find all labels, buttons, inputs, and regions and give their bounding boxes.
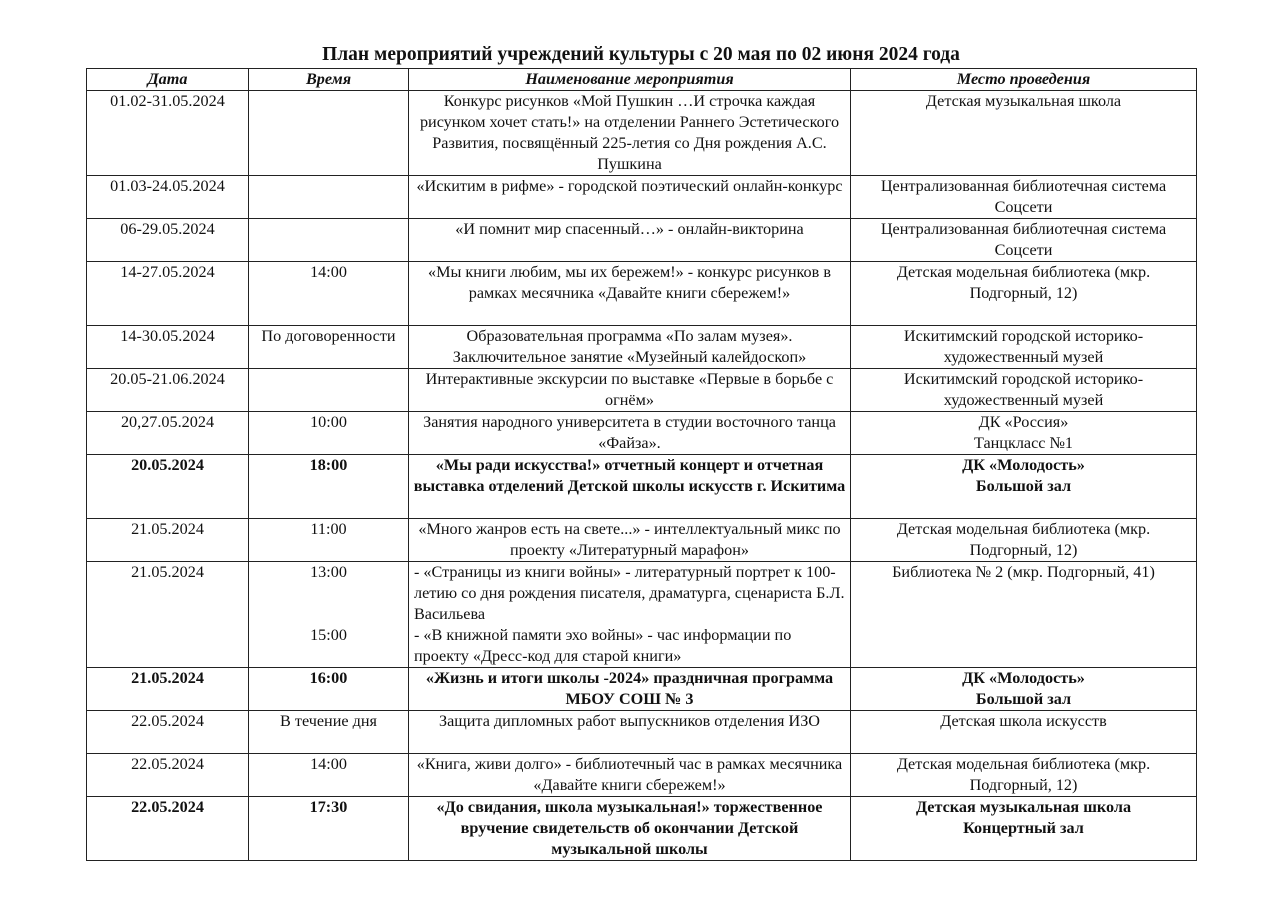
table-row bbox=[87, 797, 1197, 861]
cell-place bbox=[851, 412, 1197, 455]
events-table bbox=[86, 68, 1197, 861]
cell-name: Конкурс рисунков «Мой Пушкин …И строчка каждая рисунком хочет стать!» на отделении Раннего Эстетического Развития, посвящённый 225-летия со Дня рождения А.С. Пушкина bbox=[409, 91, 851, 176]
place-line: Концертный зал bbox=[963, 819, 1084, 837]
cell-time bbox=[249, 369, 409, 412]
cell-date: 22.05.2024 bbox=[87, 797, 249, 861]
cell-time: 14:00 bbox=[249, 262, 409, 326]
table-row bbox=[87, 369, 1197, 412]
cell-place bbox=[851, 797, 1197, 861]
cell-name: «И помнит мир спасенный…» - онлайн-викторина bbox=[409, 219, 851, 262]
cell-place bbox=[851, 455, 1197, 519]
cell-place: Централизованная библиотечная система Соцсети bbox=[851, 176, 1197, 219]
table-row bbox=[87, 219, 1197, 262]
cell-date: 22.05.2024 bbox=[87, 711, 249, 754]
cell-name bbox=[409, 562, 851, 668]
cell-name: Интерактивные экскурсии по выставке «Первые в борьбе с огнём» bbox=[409, 369, 851, 412]
table-row bbox=[87, 562, 1197, 668]
cell-name: «Мы книги любим, мы их бережем!» - конкурс рисунков в рамках месячника «Давайте книги сбережем!» bbox=[409, 262, 851, 326]
sub-event: - «В книжной памяти эхо войны» - час информации по проекту «Дресс-код для старой книги» bbox=[414, 626, 792, 665]
cell-place: Искитимский городской историко-художественный музей bbox=[851, 369, 1197, 412]
cell-date: 01.02-31.05.2024 bbox=[87, 91, 249, 176]
cell-time: 11:00 bbox=[249, 519, 409, 562]
cell-date: 21.05.2024 bbox=[87, 519, 249, 562]
cell-name: «Книга, живи долго» - библиотечный час в рамках месячника «Давайте книги сбережем!» bbox=[409, 754, 851, 797]
cell-date: 20.05-21.06.2024 bbox=[87, 369, 249, 412]
cell-date: 20,27.05.2024 bbox=[87, 412, 249, 455]
table-row bbox=[87, 262, 1197, 326]
time-line: 15:00 bbox=[310, 626, 347, 644]
cell-time: В течение дня bbox=[249, 711, 409, 754]
cell-time: 10:00 bbox=[249, 412, 409, 455]
cell-time bbox=[249, 219, 409, 262]
place-line: Большой зал bbox=[975, 690, 1072, 708]
place-line: Детская музыкальная школа bbox=[915, 798, 1132, 816]
cell-time: 14:00 bbox=[249, 754, 409, 797]
cell-place: Детская модельная библиотека (мкр. Подгорный, 12) bbox=[851, 262, 1197, 326]
cell-name: «Много жанров есть на свете...» - интеллектуальный микс по проекту «Литературный марафон» bbox=[409, 519, 851, 562]
cell-place: Детская модельная библиотека (мкр. Подгорный, 12) bbox=[851, 519, 1197, 562]
cell-time bbox=[249, 176, 409, 219]
cell-time: 18:00 bbox=[249, 455, 409, 519]
cell-date: 06-29.05.2024 bbox=[87, 219, 249, 262]
cell-name: Занятия народного университета в студии восточного танца «Файза». bbox=[409, 412, 851, 455]
cell-date: 14-27.05.2024 bbox=[87, 262, 249, 326]
time-line: 13:00 bbox=[310, 563, 347, 581]
cell-name: Защита дипломных работ выпускников отделения ИЗО bbox=[409, 711, 851, 754]
cell-name: «Мы ради искусства!» отчетный концерт и отчетная выставка отделений Детской школы искусств г. Искитима bbox=[409, 455, 851, 519]
place-line: ДК «Россия» bbox=[978, 413, 1069, 431]
table-row bbox=[87, 455, 1197, 519]
cell-name: Образовательная программа «По залам музея». Заключительное занятие «Музейный калейдоскоп» bbox=[409, 326, 851, 369]
cell-place: Детская музыкальная школа bbox=[851, 91, 1197, 176]
cell-time: 17:30 bbox=[249, 797, 409, 861]
cell-time bbox=[249, 562, 409, 668]
cell-place: Детская школа искусств bbox=[851, 711, 1197, 754]
header-date: Дата bbox=[87, 69, 249, 91]
place-line: Большой зал bbox=[975, 477, 1072, 495]
place-line: Танцкласс №1 bbox=[973, 434, 1074, 452]
table-header-row bbox=[87, 69, 1197, 91]
cell-date: 20.05.2024 bbox=[87, 455, 249, 519]
cell-date: 21.05.2024 bbox=[87, 562, 249, 668]
table-row bbox=[87, 754, 1197, 797]
place-line: ДК «Молодость» bbox=[962, 669, 1085, 687]
cell-date: 21.05.2024 bbox=[87, 668, 249, 711]
table-row bbox=[87, 668, 1197, 711]
table-row bbox=[87, 519, 1197, 562]
table-row bbox=[87, 176, 1197, 219]
sub-event: - «Страницы из книги войны» - литературный портрет к 100-летию со дня рождения писателя, драматурга, сценариста Б.Л. Васильева bbox=[414, 563, 845, 623]
cell-date: 22.05.2024 bbox=[87, 754, 249, 797]
header-name: Наименование мероприятия bbox=[409, 69, 851, 91]
cell-date: 14-30.05.2024 bbox=[87, 326, 249, 369]
table-row bbox=[87, 91, 1197, 176]
cell-name: «До свидания, школа музыкальная!» торжественное вручение свидетельств об окончании Детской музыкальной школы bbox=[409, 797, 851, 861]
cell-time: 16:00 bbox=[249, 668, 409, 711]
cell-date: 01.03-24.05.2024 bbox=[87, 176, 249, 219]
cell-place: Детская модельная библиотека (мкр. Подгорный, 12) bbox=[851, 754, 1197, 797]
table-row bbox=[87, 412, 1197, 455]
cell-time: По договоренности bbox=[249, 326, 409, 369]
cell-place: Искитимский городской историко-художественный музей bbox=[851, 326, 1197, 369]
header-time: Время bbox=[249, 69, 409, 91]
table-row bbox=[87, 711, 1197, 754]
place-line: ДК «Молодость» bbox=[962, 456, 1085, 474]
table-row bbox=[87, 326, 1197, 369]
cell-place: Централизованная библиотечная система Соцсети bbox=[851, 219, 1197, 262]
cell-name: «Жизнь и итоги школы -2024» праздничная программа МБОУ СОШ № 3 bbox=[409, 668, 851, 711]
cell-time bbox=[249, 91, 409, 176]
cell-place: Библиотека № 2 (мкр. Подгорный, 41) bbox=[851, 562, 1197, 668]
cell-place bbox=[851, 668, 1197, 711]
document-page bbox=[86, 42, 1196, 861]
header-place: Место проведения bbox=[851, 69, 1197, 91]
cell-name: «Искитим в рифме» - городской поэтический онлайн-конкурс bbox=[409, 176, 851, 219]
document-title: План мероприятий учреждений культуры с 20 мая по 02 июня 2024 года bbox=[322, 44, 960, 65]
